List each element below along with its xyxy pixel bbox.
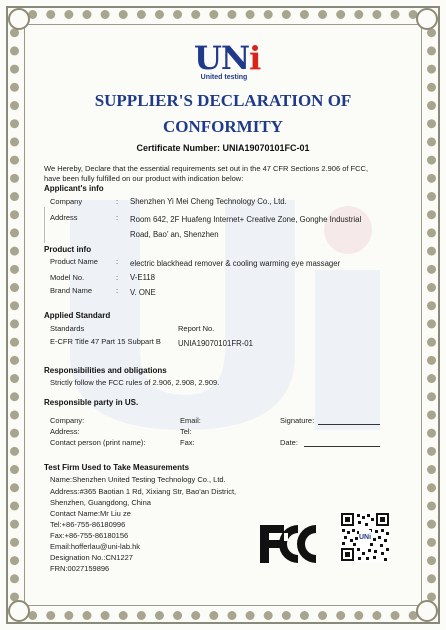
logo-mark: UNi [194, 39, 261, 77]
svg-text:UNi: UNi [358, 534, 372, 541]
responsibilities-heading: Responsibilities and obligations [44, 366, 167, 375]
responsibilities-text: Strictly follow the FCC rules of 2.906, 2.908, 2.909. [50, 378, 220, 387]
rp-tel-label: Tel: [180, 427, 192, 436]
test-firm-line: Designation No.:CN1227 [50, 553, 133, 562]
colon: : [116, 273, 119, 282]
rp-fax-label: Fax: [180, 438, 195, 447]
date-line [304, 446, 380, 447]
corner-ornament [8, 600, 30, 622]
test-firm-heading: Test Firm Used to Take Measurements [44, 463, 190, 472]
test-firm-line: Shenzhen, Guangdong, China [50, 498, 151, 507]
colon: : [116, 257, 119, 266]
test-firm-line: Address:#365 Baotian 1 Rd, Xixiang Str, Bao'an District, [50, 487, 237, 496]
model-label: Model No. [50, 273, 85, 282]
colon: : [116, 197, 119, 206]
model-value: V-E118 [130, 273, 155, 282]
standards-label: Standards [50, 324, 85, 333]
colon: : [116, 286, 119, 295]
company-label: Company [50, 197, 83, 206]
rp-company-label: Company: [50, 416, 85, 425]
document-title-line1: SUPPLIER'S DECLARATION OF [94, 91, 352, 110]
rp-contact-label: Contact person (print name): [50, 438, 146, 447]
divider [44, 207, 45, 243]
address-label: Address [50, 213, 78, 222]
brand-value: V. ONE [130, 288, 156, 297]
rp-signature-label: Signature: [280, 416, 315, 425]
report-value: UNIA19070101FR-01 [178, 339, 253, 348]
company-value: Shenzhen Yi Mei Cheng Technology Co., Ltd. [130, 197, 287, 206]
test-firm-line: Tel:+86-755-86180996 [50, 520, 126, 529]
report-label: Report No. [178, 324, 215, 333]
uni-logo [194, 39, 261, 90]
intro-line2: have been fully fulfilled on our product with indication below: [44, 174, 244, 183]
intro-line1: We Hereby, Declare that the essential requirements set out in the 47 CFR Sections 2.906 of FCC, [44, 164, 369, 173]
corner-ornament [8, 8, 30, 30]
test-firm-line: Fax:+86-755-86180156 [50, 531, 129, 540]
brand-label: Brand Name [50, 286, 93, 295]
test-firm-line: Name:Shenzhen United Testing Technology Co., Ltd. [50, 475, 226, 484]
applicant-heading: Applicant's info [44, 184, 104, 193]
document-title-line2: CONFORMITY [163, 117, 283, 136]
certificate-number: Certificate Number: UNIA19070101FC-01 [136, 143, 310, 153]
address-line2: Road, Bao’ an, Shenzhen [130, 230, 219, 239]
colon: : [116, 213, 119, 222]
rp-address-label: Address: [50, 427, 80, 436]
test-firm-line: Contact Name:Mr Liu ze [50, 509, 131, 518]
corner-ornament [416, 8, 438, 30]
signature-line [318, 424, 380, 425]
fcc-logo [258, 519, 324, 567]
standards-value: E-CFR Title 47 Part 15 Subpart B [50, 337, 161, 346]
address-line1: Room 642, 2F Huafeng Internet+ Creative Zone, Gonghe Industrial [130, 215, 362, 224]
test-firm-line: Email:hofferlau@uni-lab.hk [50, 542, 141, 551]
test-firm-line: FRN:0027159896 [50, 564, 110, 573]
qr-code [340, 512, 390, 568]
product-name-value: electric blackhead remover & cooling warming eye massager [130, 259, 341, 268]
responsible-party-heading: Responsible party in US. [44, 398, 139, 407]
rp-email-label: Email: [180, 416, 201, 425]
product-heading: Product info [44, 245, 92, 254]
corner-ornament [416, 600, 438, 622]
logo-caption: United testing [200, 74, 248, 81]
rp-date-label: Date: [280, 438, 298, 447]
standard-heading: Applied Standard [44, 311, 111, 320]
product-name-label: Product Name [50, 257, 98, 266]
